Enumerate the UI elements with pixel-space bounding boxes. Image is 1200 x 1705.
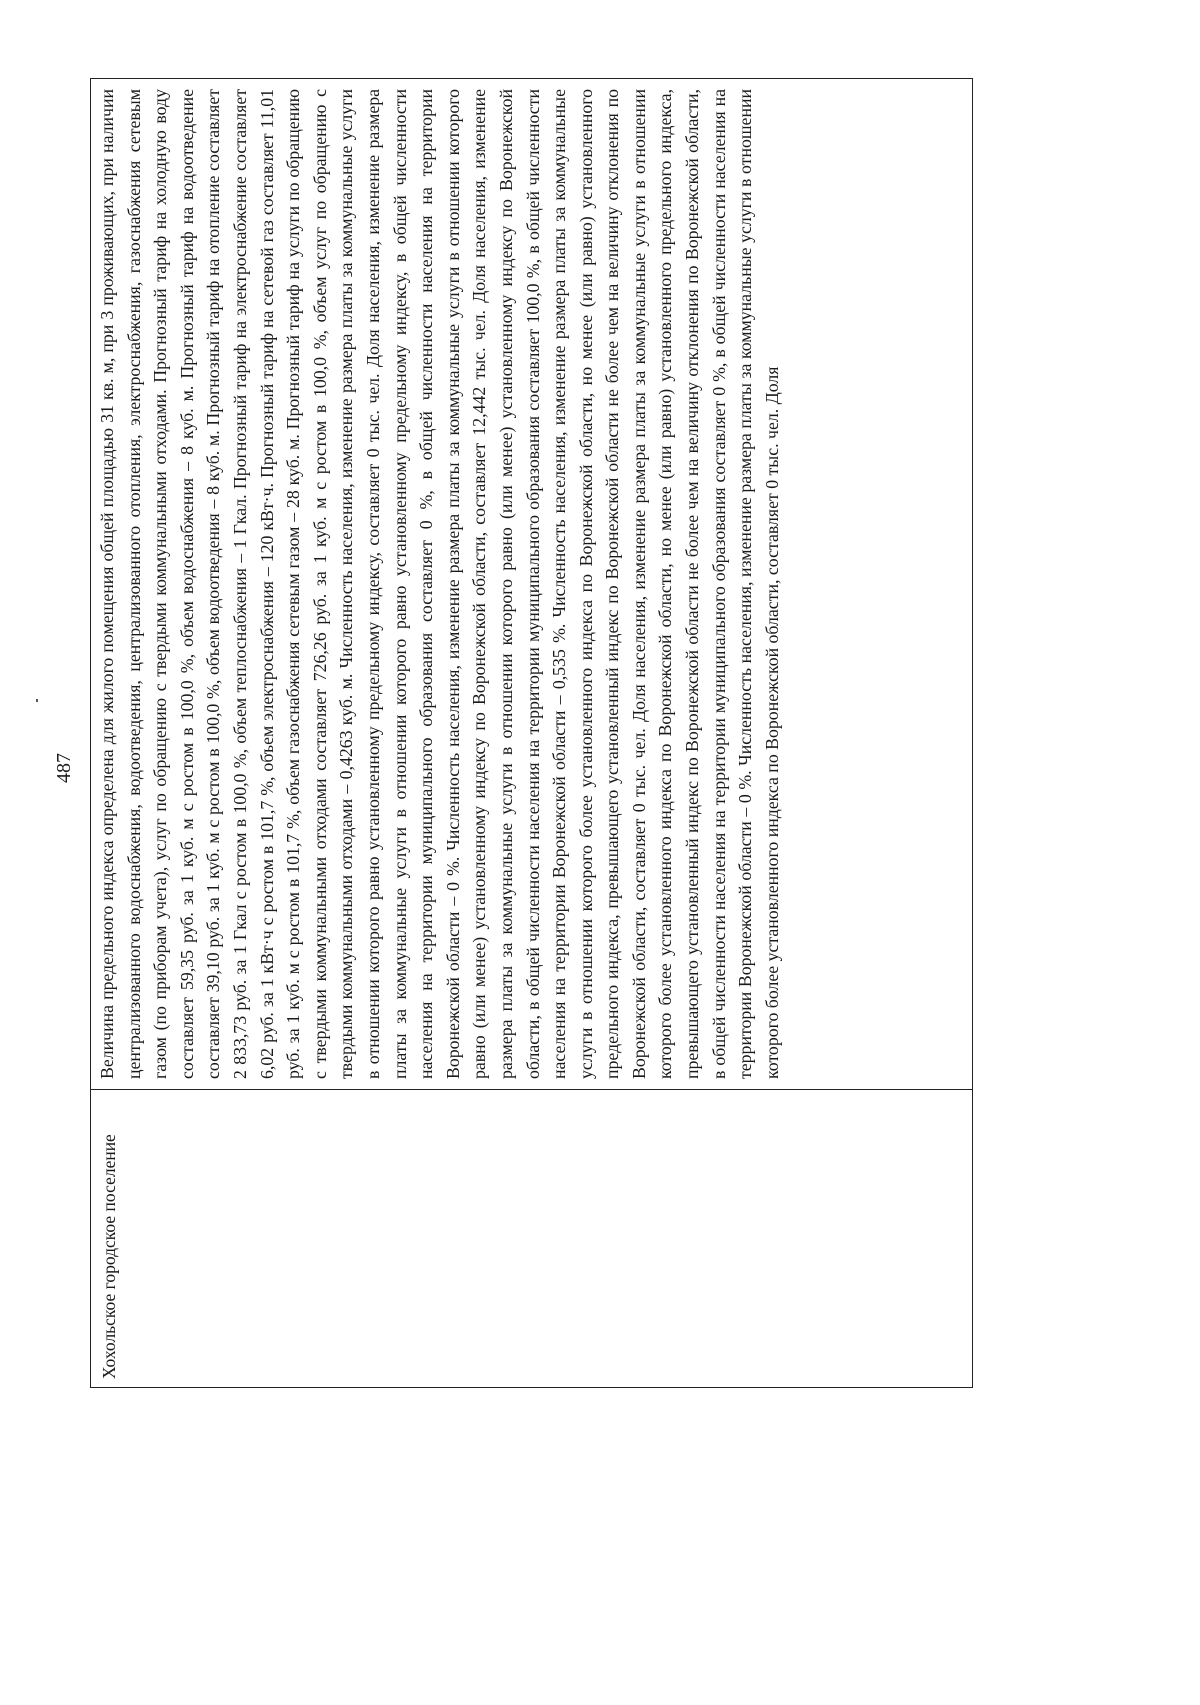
index-description-cell: Величина предельного индекса определена для жилого помещения общей площадью 31 кв. м, при 3 проживающих, при наличии централизованного водоснабжения, водоотведения, централизованного отопления, электроснабжения, газоснабжения сетевым газом (по приборам учета), услуг по обращению с твердыми коммунальными отходами. Прогнозный тариф на холодную воду составляет 59,35 руб. за 1 куб. м с ростом в 100,0 %, объем водоснабжения – 8 куб. м. Прогнозный тариф на водоотведение составляет 39,10 руб. за 1 куб. м с ростом в 100,0 %, объем водоотведения – 8 куб. м. Прогнозный тариф на отопление составляет 2 833,73 руб. за 1 Гкал с ростом в 100,0 %, объем теплоснабжения – 1 Гкал. Прогнозный тариф на электроснабжение составляет 6,02 руб. за 1 кВт·ч с ростом в 101,7 %, объем электроснабжения – 120 кВт·ч. Прогнозный тариф на сетевой газ составляет 11,01 руб. за 1 куб. м с ростом в 101,7 %, объем газоснабжения сетевым газом – 28 куб. м. Прогнозный тариф на услуги по обращению с твердыми коммунальными отходами составляет 726,26 руб. за 1 куб. м с ростом в 100,0 %, объем услуг по обращению с твердыми коммунальными отходами – 0,4263 куб. м. Численность населения, изменение размера платы за коммунальные услуги в отношении которого равно установленному предельному индексу, составляет 0 тыс. чел. Доля населения, изменение размера платы за коммунальные услуги в отношении которого равно установленному предельному индексу, в общей численности населения на территории муниципального образования составляет 0 %, в общей численности населения на территории Воронежской области – 0 %. Численность населения, изменение размера платы за коммунальные услуги в отношении которого равно (или менее) установленному индексу по Воронежской области, составляет 12,442 тыс. чел. Доля населения, изменение размера платы за коммунальные услуги в отношении которого равно (или менее) установленному индексу по Воронежской области, в общей численности населения на территории муниципального образования составляет 100,0 %, в общей численности населения на территории Воронежской области – 0,535 %. Численность населения, изменение размера платы за коммунальные услуги в отношении которого более установленного индекса по Воронежской области, но менее (или равно) установленного предельного индекса, превышающего установленный индекс по Воронежской области не более чем на величину отклонения по Воронежской области, составляет 0 тыс. чел. Доля населения, изменение размера платы за коммунальные услуги в отношении которого более установленного индекса по Воронежской области, но менее (или равно) установленного предельного индекса, превышающего установленный индекс по Воронежской области не более чем на величину отклонения по Воронежской области, в общей численности населения на территории муниципального образования составляет 0 %, в общей численности населения на территории Воронежской области – 0 %. Численность населения, изменение размера платы за коммунальные услуги в отношении которого более установленного индекса по Воронежской области, составляет 0 тыс. чел. Доля [97,89,782,1079]
page-number: 487 [53,753,75,783]
page-number-container [30,748,75,788]
stray-mark [36,699,38,702]
municipality-name-cell: Хохольское городское поселение [91,1089,972,1387]
tariff-table [90,78,973,1388]
